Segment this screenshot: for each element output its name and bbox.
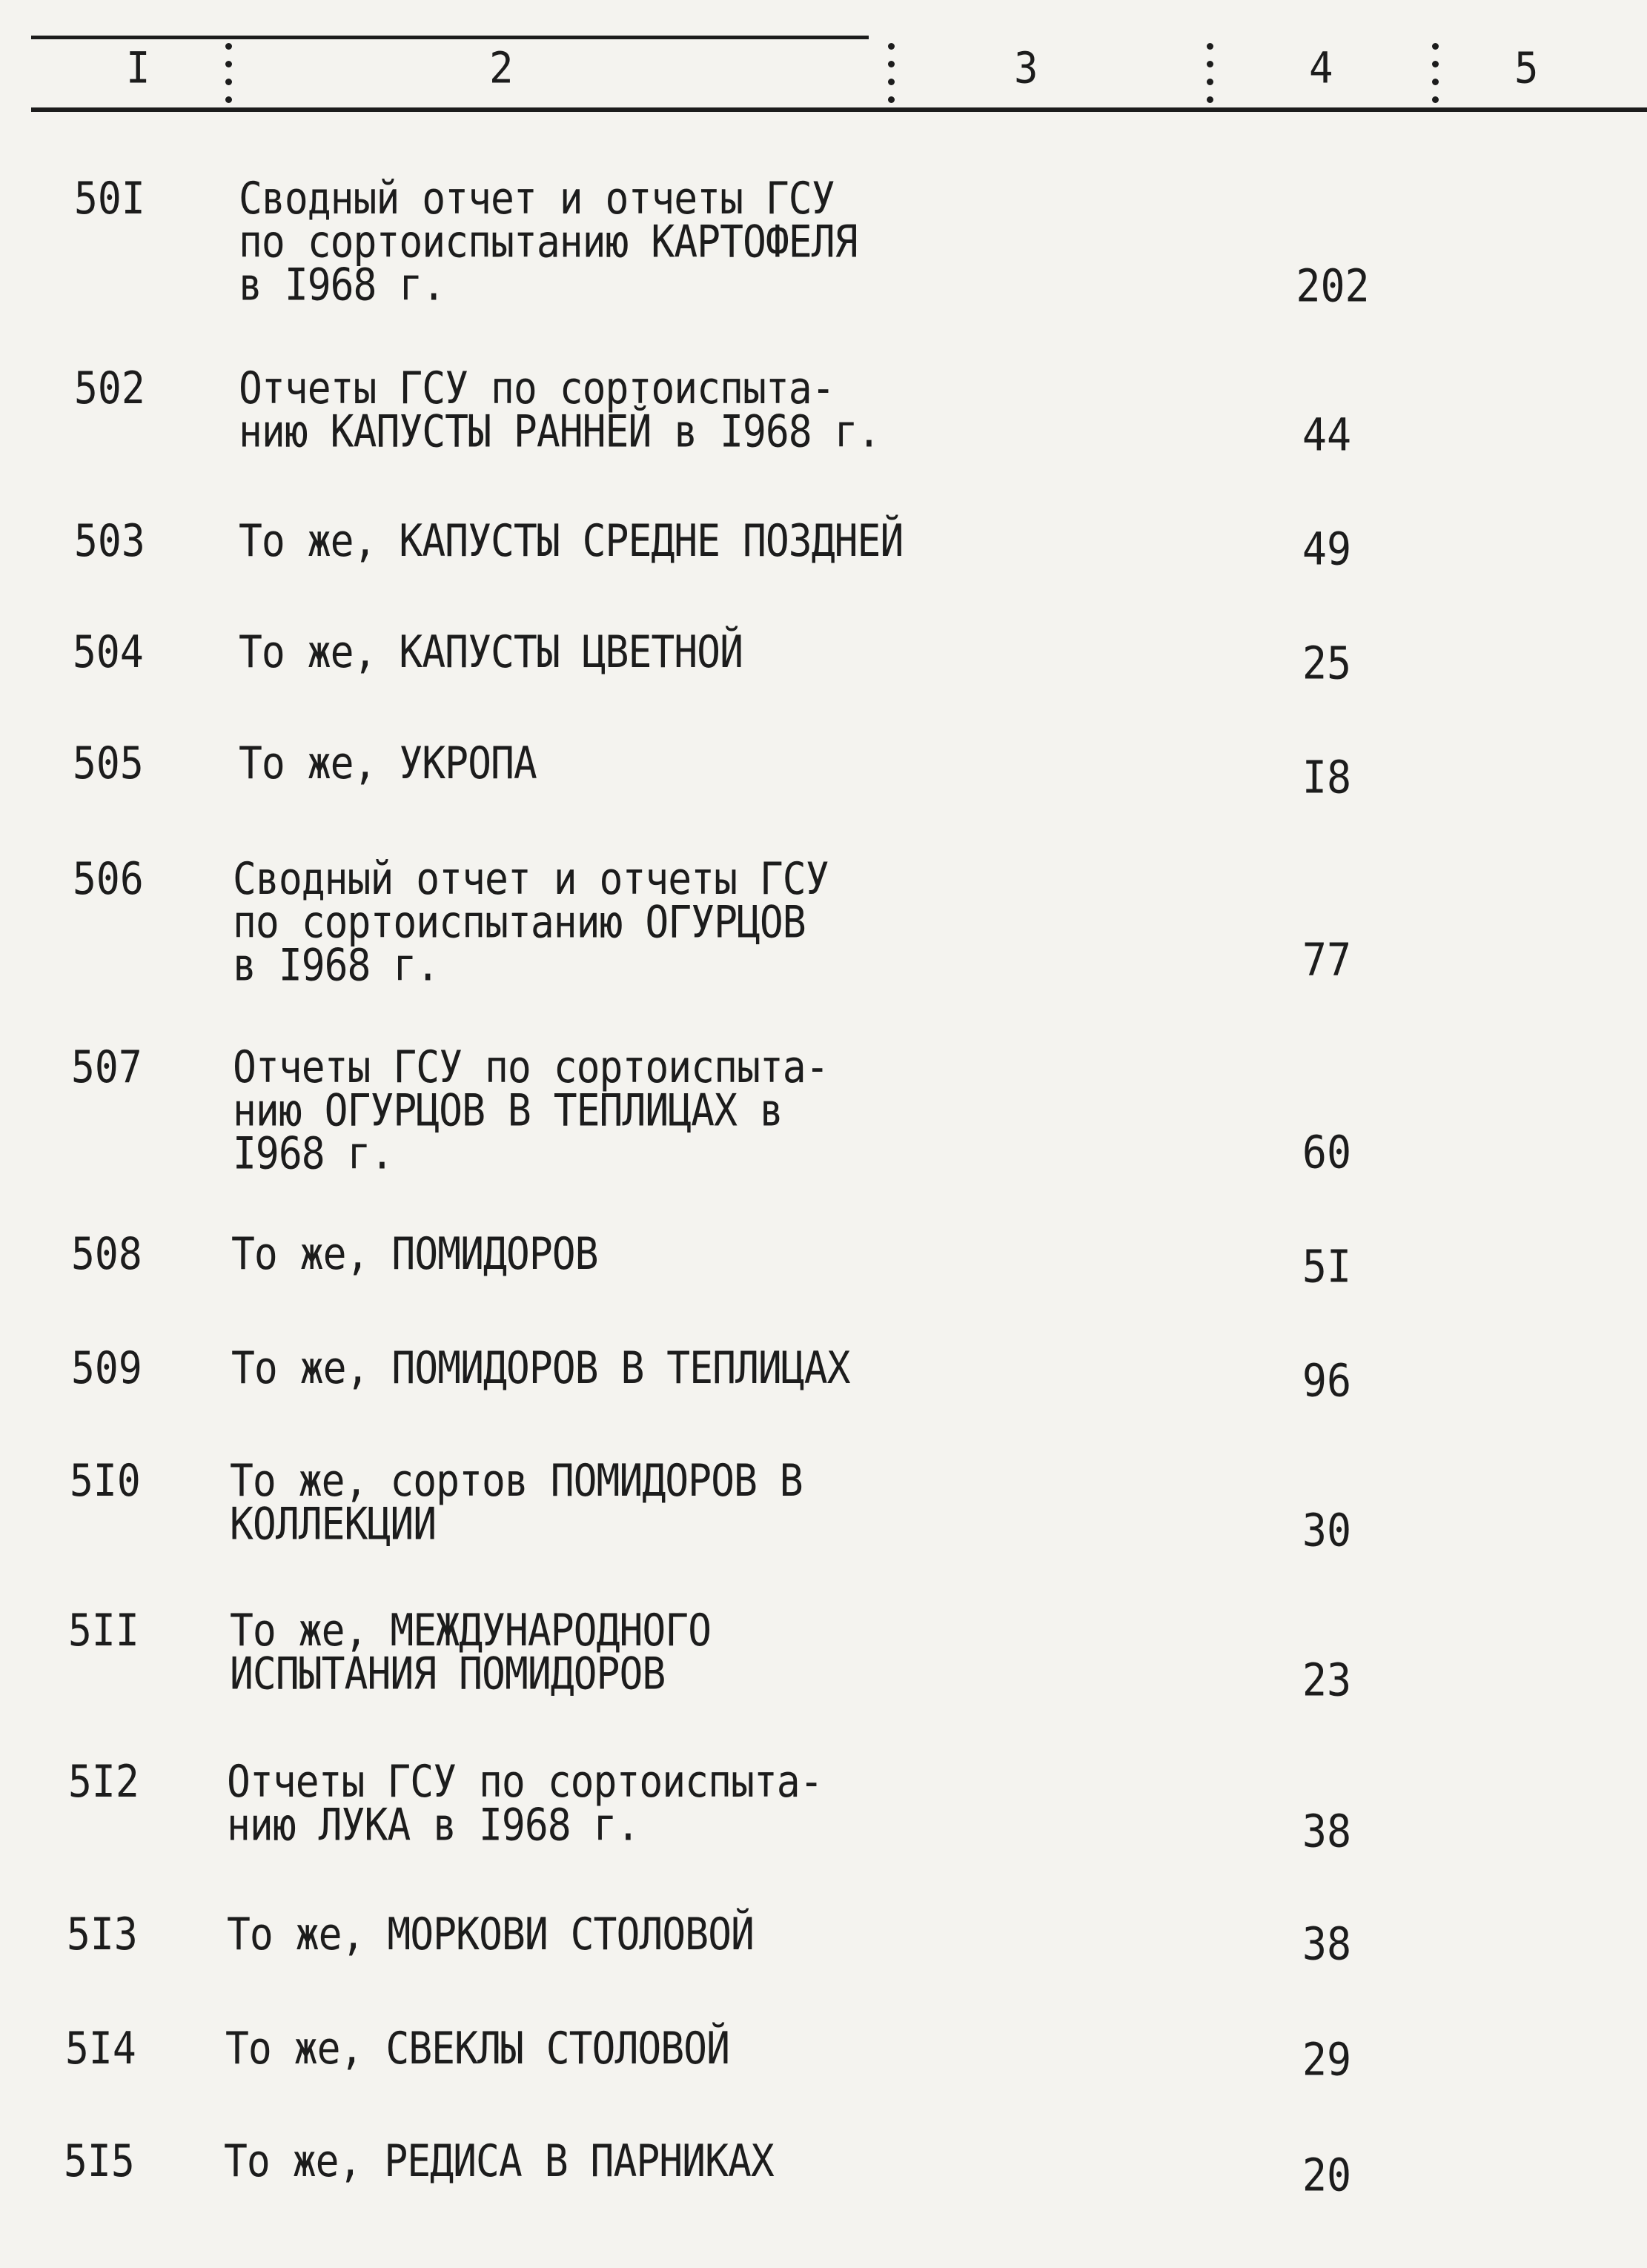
item-number: 505 bbox=[73, 738, 144, 789]
item-description: То же, КАПУСТЫ ЦВЕТНОЙ bbox=[239, 627, 743, 678]
item-description: Отчеты ГСУ по сортоиспыта- нию КАПУСТЫ РАННЕЙ в I968 г. bbox=[239, 363, 881, 457]
sheet-count: 38 bbox=[1302, 1805, 1352, 1857]
sheet-count: 5I bbox=[1302, 1240, 1352, 1293]
sheet-count: 44 bbox=[1302, 408, 1352, 461]
item-number: 502 bbox=[74, 363, 145, 414]
sheet-count: 202 bbox=[1296, 259, 1370, 312]
item-number: 5I3 bbox=[67, 1909, 138, 1960]
item-number: 5I2 bbox=[68, 1757, 139, 1808]
item-description: То же, РЕДИСА В ПАРНИКАХ bbox=[224, 2136, 774, 2187]
sheet-count: 38 bbox=[1302, 1917, 1352, 1970]
column-header-3: 3 bbox=[1014, 42, 1038, 93]
item-description: То же, МЕЖДУНАРОДНОГО ИСПЫТАНИЯ ПОМИДОРОВ bbox=[230, 1605, 712, 1700]
item-number: 509 bbox=[71, 1343, 142, 1394]
item-description: Сводный отчет и отчеты ГСУ по сортоиспытанию ОГУРЦОВ в I968 г. bbox=[233, 854, 829, 992]
sheet-count: 77 bbox=[1302, 933, 1352, 986]
column-header-4: 4 bbox=[1309, 42, 1333, 93]
item-description: То же, МОРКОВИ СТОЛОВОЙ bbox=[227, 1909, 754, 1960]
item-description: То же, КАПУСТЫ СРЕДНЕ ПОЗДНЕЙ bbox=[239, 516, 904, 567]
sheet-count: I8 bbox=[1302, 751, 1352, 803]
item-number: 5I0 bbox=[70, 1456, 141, 1507]
item-description: Отчеты ГСУ по сортоиспыта- нию ЛУКА в I968 г. bbox=[227, 1757, 823, 1851]
sheet-count: 96 bbox=[1302, 1354, 1352, 1407]
item-number: 506 bbox=[73, 854, 144, 905]
item-description: То же, ПОМИДОРОВ В ТЕПЛИЦАХ bbox=[231, 1343, 850, 1394]
sheet-count: 49 bbox=[1302, 523, 1352, 575]
sheet-count: 29 bbox=[1302, 2033, 1352, 2086]
item-description: То же, сортов ПОМИДОРОВ В КОЛЛЕКЦИИ bbox=[230, 1456, 803, 1550]
sheet-count: 23 bbox=[1302, 1654, 1352, 1706]
item-description: Отчеты ГСУ по сортоиспыта- нию ОГУРЦОВ В ТЕПЛИЦАХ в I968 г. bbox=[233, 1042, 829, 1180]
item-number: 5II bbox=[68, 1605, 139, 1657]
item-number: 504 bbox=[73, 627, 144, 678]
item-number: 508 bbox=[71, 1229, 142, 1280]
item-number: 507 bbox=[71, 1042, 142, 1093]
sheet-count: 25 bbox=[1302, 637, 1352, 689]
column-header-1: I bbox=[126, 42, 150, 93]
item-number: 50I bbox=[74, 173, 145, 225]
sheet-count: 20 bbox=[1302, 2149, 1352, 2201]
item-number: 503 bbox=[74, 516, 145, 567]
item-description: То же, УКРОПА bbox=[239, 738, 537, 789]
item-number: 5I5 bbox=[64, 2136, 135, 2187]
item-number: 5I4 bbox=[65, 2023, 136, 2075]
sheet-count: 60 bbox=[1302, 1126, 1352, 1178]
item-description: Сводный отчет и отчеты ГСУ по сортоиспытанию КАРТОФЕЛЯ в I968 г. bbox=[239, 173, 858, 311]
sheet-count: 30 bbox=[1302, 1504, 1352, 1556]
column-header-5: 5 bbox=[1514, 42, 1539, 93]
item-description: То же, СВЕКЛЫ СТОЛОВОЙ bbox=[225, 2023, 729, 2075]
column-header-2: 2 bbox=[489, 42, 514, 93]
item-description: То же, ПОМИДОРОВ bbox=[231, 1229, 598, 1280]
